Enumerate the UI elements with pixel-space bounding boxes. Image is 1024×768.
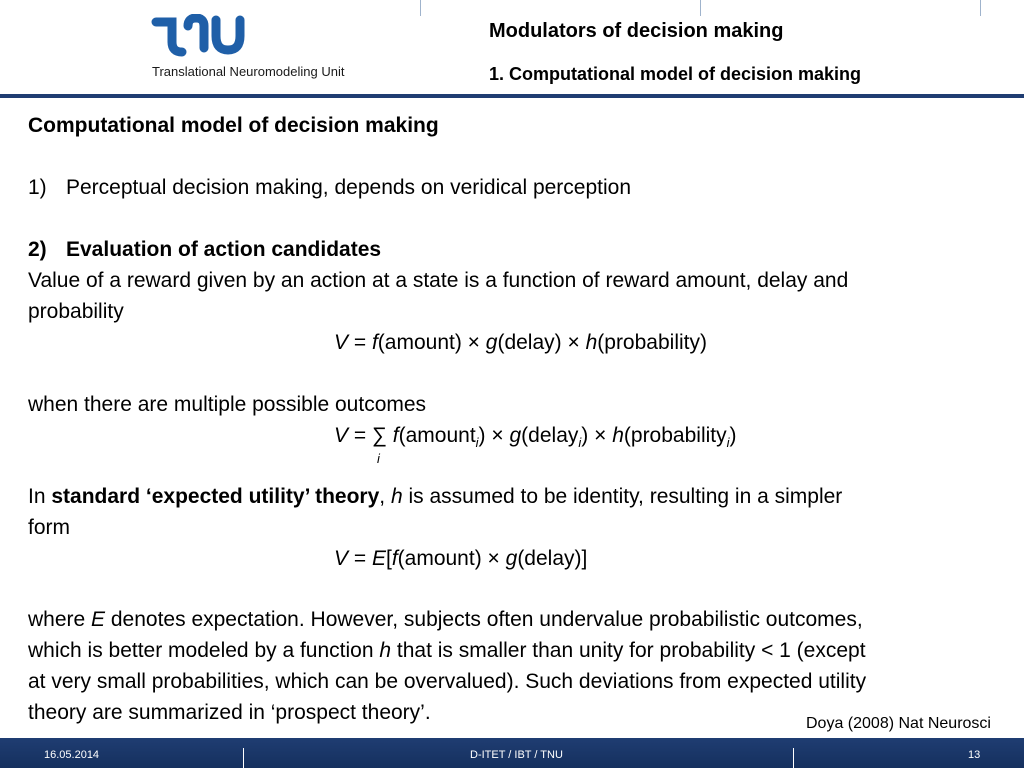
header-divider: [980, 0, 981, 16]
paragraph-line: probability: [28, 300, 124, 323]
tnu-logo-icon: [150, 14, 250, 58]
footer-bar: [0, 738, 1024, 768]
paragraph-line: In standard ‘expected utility’ theory, h is assumed to be identity, resulting in a simpler: [28, 485, 843, 508]
equation-sum: V = ∑ f(amount$_i$) × g(delay$_i$) × h(probability$_i$): [334, 424, 737, 450]
paragraph-line: at very small probabilities, which can be overvalued). Such deviations from expected utility: [28, 670, 867, 693]
citation: Doya (2008) Nat Neurosci: [806, 715, 991, 732]
paragraph-line: Value of a reward given by an action at a state is a function of reward amount, delay and: [28, 269, 849, 292]
paragraph-line: where E denotes expectation. However, subjects often undervalue probabilistic outcomes,: [28, 608, 863, 631]
paragraph-line: when there are multiple possible outcomes: [28, 393, 427, 416]
paragraph-line: theory are summarized in ‘prospect theory’.: [28, 701, 431, 724]
list-number: 1): [28, 176, 47, 199]
paragraph-line: which is better modeled by a function h that is smaller than unity for probability < 1 (except: [28, 639, 866, 662]
footer-date: 16.05.2014: [44, 749, 100, 761]
slide-subtitle: 1. Computational model of decision making: [489, 64, 862, 84]
footer-divider: [793, 748, 794, 768]
footer-divider: [243, 748, 244, 768]
list-item-2: [28, 237, 381, 263]
list-number: 2): [28, 238, 47, 261]
equation-expected-utility: V = E[f(amount) × g(delay)]: [334, 547, 588, 570]
list-text: Perceptual decision making, depends on veridical perception: [66, 176, 632, 199]
footer-department: D-ITET / IBT / TNU: [470, 749, 563, 761]
footer-page-number: 13: [968, 749, 981, 761]
sum-index: i: [377, 451, 380, 466]
header-rule: [0, 94, 1024, 98]
list-text: Evaluation of action candidates: [66, 238, 382, 261]
list-item-1: [28, 175, 631, 201]
header-divider: [420, 0, 421, 16]
header-divider: [700, 0, 701, 16]
slide-section-title: Modulators of decision making: [489, 20, 784, 42]
paragraph-line: form: [28, 516, 70, 539]
equation-value-function: V = f(amount) × g(delay) × h(probability): [334, 331, 707, 354]
content-heading: Computational model of decision making: [28, 114, 439, 137]
org-name: Translational Neuromodeling Unit: [152, 64, 345, 79]
